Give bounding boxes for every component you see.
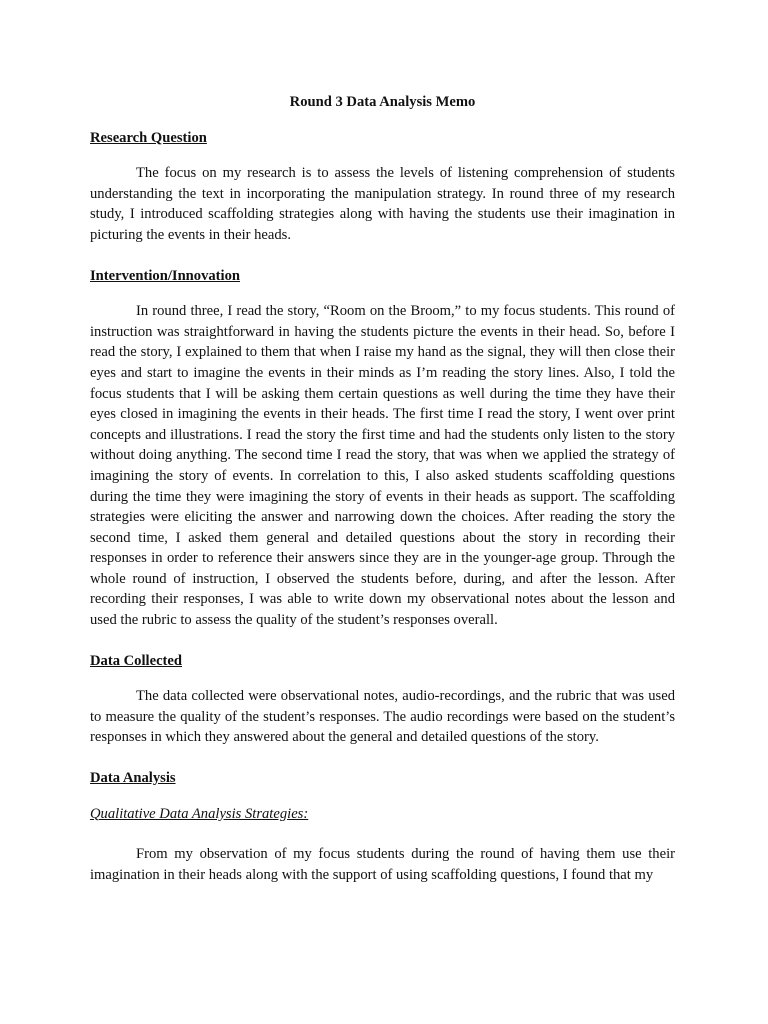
data-analysis-paragraph: From my observation of my focus students during the round of having them use their imagination in their heads along with the support of using scaffolding questions, I found that my: [90, 846, 675, 883]
data-collected-heading: Data Collected: [90, 652, 182, 669]
data-collected-paragraph: The data collected were observational notes, audio-recordings, and the rubric that was used to measure the quality of the student’s responses. The audio recordings were based on the student’s responses in which they answered about the general and detailed questions of the story.: [90, 688, 675, 746]
data-analysis-heading: Data Analysis: [90, 770, 176, 787]
research-question-paragraph: The focus on my research is to assess the levels of listening comprehension of students understanding the text in incorporating the manipulation strategy. In round three of my research study, I introduced scaffolding strategies along with having the students use their imagination in picturing the events in their heads.: [90, 165, 675, 243]
intervention-heading: Intervention/Innovation: [90, 267, 241, 284]
document-body: [90, 92, 675, 905]
research-question-heading: Research Question: [90, 129, 207, 146]
document-title: Round 3 Data Analysis Memo: [289, 94, 476, 110]
intervention-paragraph: In round three, I read the story, “Room on the Broom,” to my focus students. This round of instruction was straightforward in having the students picture the events in their head. So, before I read the story, I explained to them that when I raise my hand as the signal, they will then close their eyes and start to imagine the events in their minds as I’m reading the story lines. Also, I told the focus students that I will be asking them certain questions as well during the time they have their eyes closed in imagining the events in their heads. The first time I read the story, I went over print concepts and illustrations. I read the story the first time and had the students only listen to the story without doing anything. The second time I read the story, that was when we applied the strategy of imagining the story of events. In correlation to this, I also asked students scaffolding questions during the time they were imagining the story of events in their heads as support. The scaffolding strategies were eliciting the answer and narrowing down the choices. After reading the story the second time, I asked them general and detailed questions about the story in recording their responses in order to reference their answers since they are in the younger-age group. Through the whole round of instruction, I observed the students before, during, and after the lesson. After recording their responses, I was able to write down my observational notes about the lesson and used the rubric to assess the quality of the student’s responses overall.: [90, 303, 675, 629]
qualitative-strategies-subheading: Qualitative Data Analysis Strategies:: [90, 805, 309, 822]
